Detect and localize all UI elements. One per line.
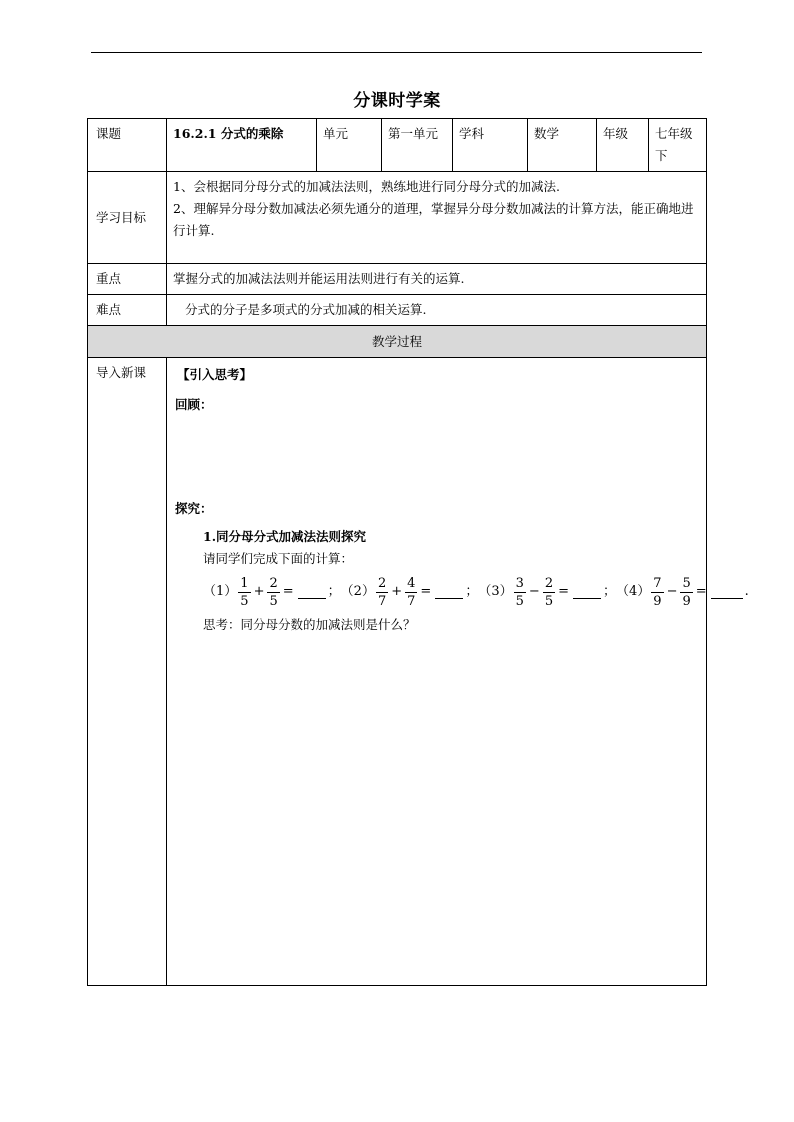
difficulty-text: 分式的分子是多项式的分式加减的相关运算. (167, 295, 707, 326)
unit-label: 单元 (317, 119, 382, 172)
explore-title: 1.同分母分式加减法法则探究 (203, 529, 367, 544)
exercise-1: （1） $\frac{1}{5}$ + $\frac{2}{5}$ = ； (203, 575, 341, 609)
fraction: $\frac{1}{5}$ (240, 575, 249, 609)
answer-blank[interactable] (298, 586, 326, 599)
fraction: $\frac{4}{7}$ (407, 575, 416, 609)
key-point-label: 重点 (88, 264, 167, 295)
process-row (88, 358, 707, 986)
fraction: $\frac{7}{9}$ (653, 575, 662, 609)
difficulty-row (88, 295, 707, 326)
difficulty-label: 难点 (88, 295, 167, 326)
answer-blank[interactable] (573, 586, 601, 599)
grade-label: 年级 (597, 119, 649, 172)
key-point-text: 掌握分式的加减法法则并能运用法则进行有关的运算. (167, 264, 707, 295)
fraction: $\frac{2}{5}$ (544, 575, 554, 609)
fraction: $\frac{2}{5}$ (269, 575, 278, 609)
key-point-row (88, 264, 707, 295)
unit-value: 第一单元 (382, 119, 453, 172)
info-row (88, 119, 707, 172)
fraction: $\frac{3}{5}$ (515, 575, 524, 609)
intro-heading: 【引入思考】 (177, 367, 253, 382)
explore-label: 探究： (175, 501, 213, 516)
fraction: $\frac{2}{7}$ (377, 575, 387, 609)
goal-item-2: 2、理解异分母分数加减法必须先通分的道理，掌握异分母分数加减法的计算方法，能正确地进行计算. (173, 201, 694, 238)
subject-value: 数学 (528, 119, 597, 172)
header-rule (91, 52, 702, 53)
exercise-2: （2） $\frac{2}{7}$ + $\frac{4}{7}$ = ； (340, 575, 479, 609)
review-label: 回顾： (175, 397, 213, 412)
lesson-plan-table (87, 118, 749, 986)
goal-item-1: 1、会根据同分母分式的加减法法则，熟练地进行同分母分式的加减法. (173, 179, 560, 194)
document-title: 分课时学案 (353, 91, 441, 111)
process-header-row (88, 326, 707, 358)
process-content (167, 358, 749, 986)
explore-block (175, 526, 749, 636)
exercise-row (203, 570, 749, 614)
process-header: 教学过程 (88, 326, 707, 358)
goals-label: 学习目标 (88, 172, 167, 264)
goals-row (88, 172, 707, 264)
exercise-3: （3） $\frac{3}{5}$ − $\frac{2}{5}$ = ； (478, 575, 617, 609)
topic-value: 16.2.1 分式的乘除 (167, 119, 317, 172)
stage-label: 导入新课 (88, 358, 167, 986)
answer-blank[interactable] (435, 586, 463, 599)
review-space (175, 416, 698, 498)
fraction: $\frac{5}{9}$ (682, 575, 691, 609)
answer-blank[interactable] (711, 586, 743, 599)
subject-label: 学科 (453, 119, 528, 172)
goals-content (167, 172, 707, 264)
think-question: 思考：同分母分数的加减法则是什么？ (203, 617, 416, 632)
instruction-text: 请同学们完成下面的计算： (203, 551, 354, 566)
grade-value: 七年级下 (649, 119, 707, 172)
exercise-4: （4） $\frac{7}{9}$ − $\frac{5}{9}$ = . (616, 575, 749, 609)
topic-label: 课题 (88, 119, 167, 172)
